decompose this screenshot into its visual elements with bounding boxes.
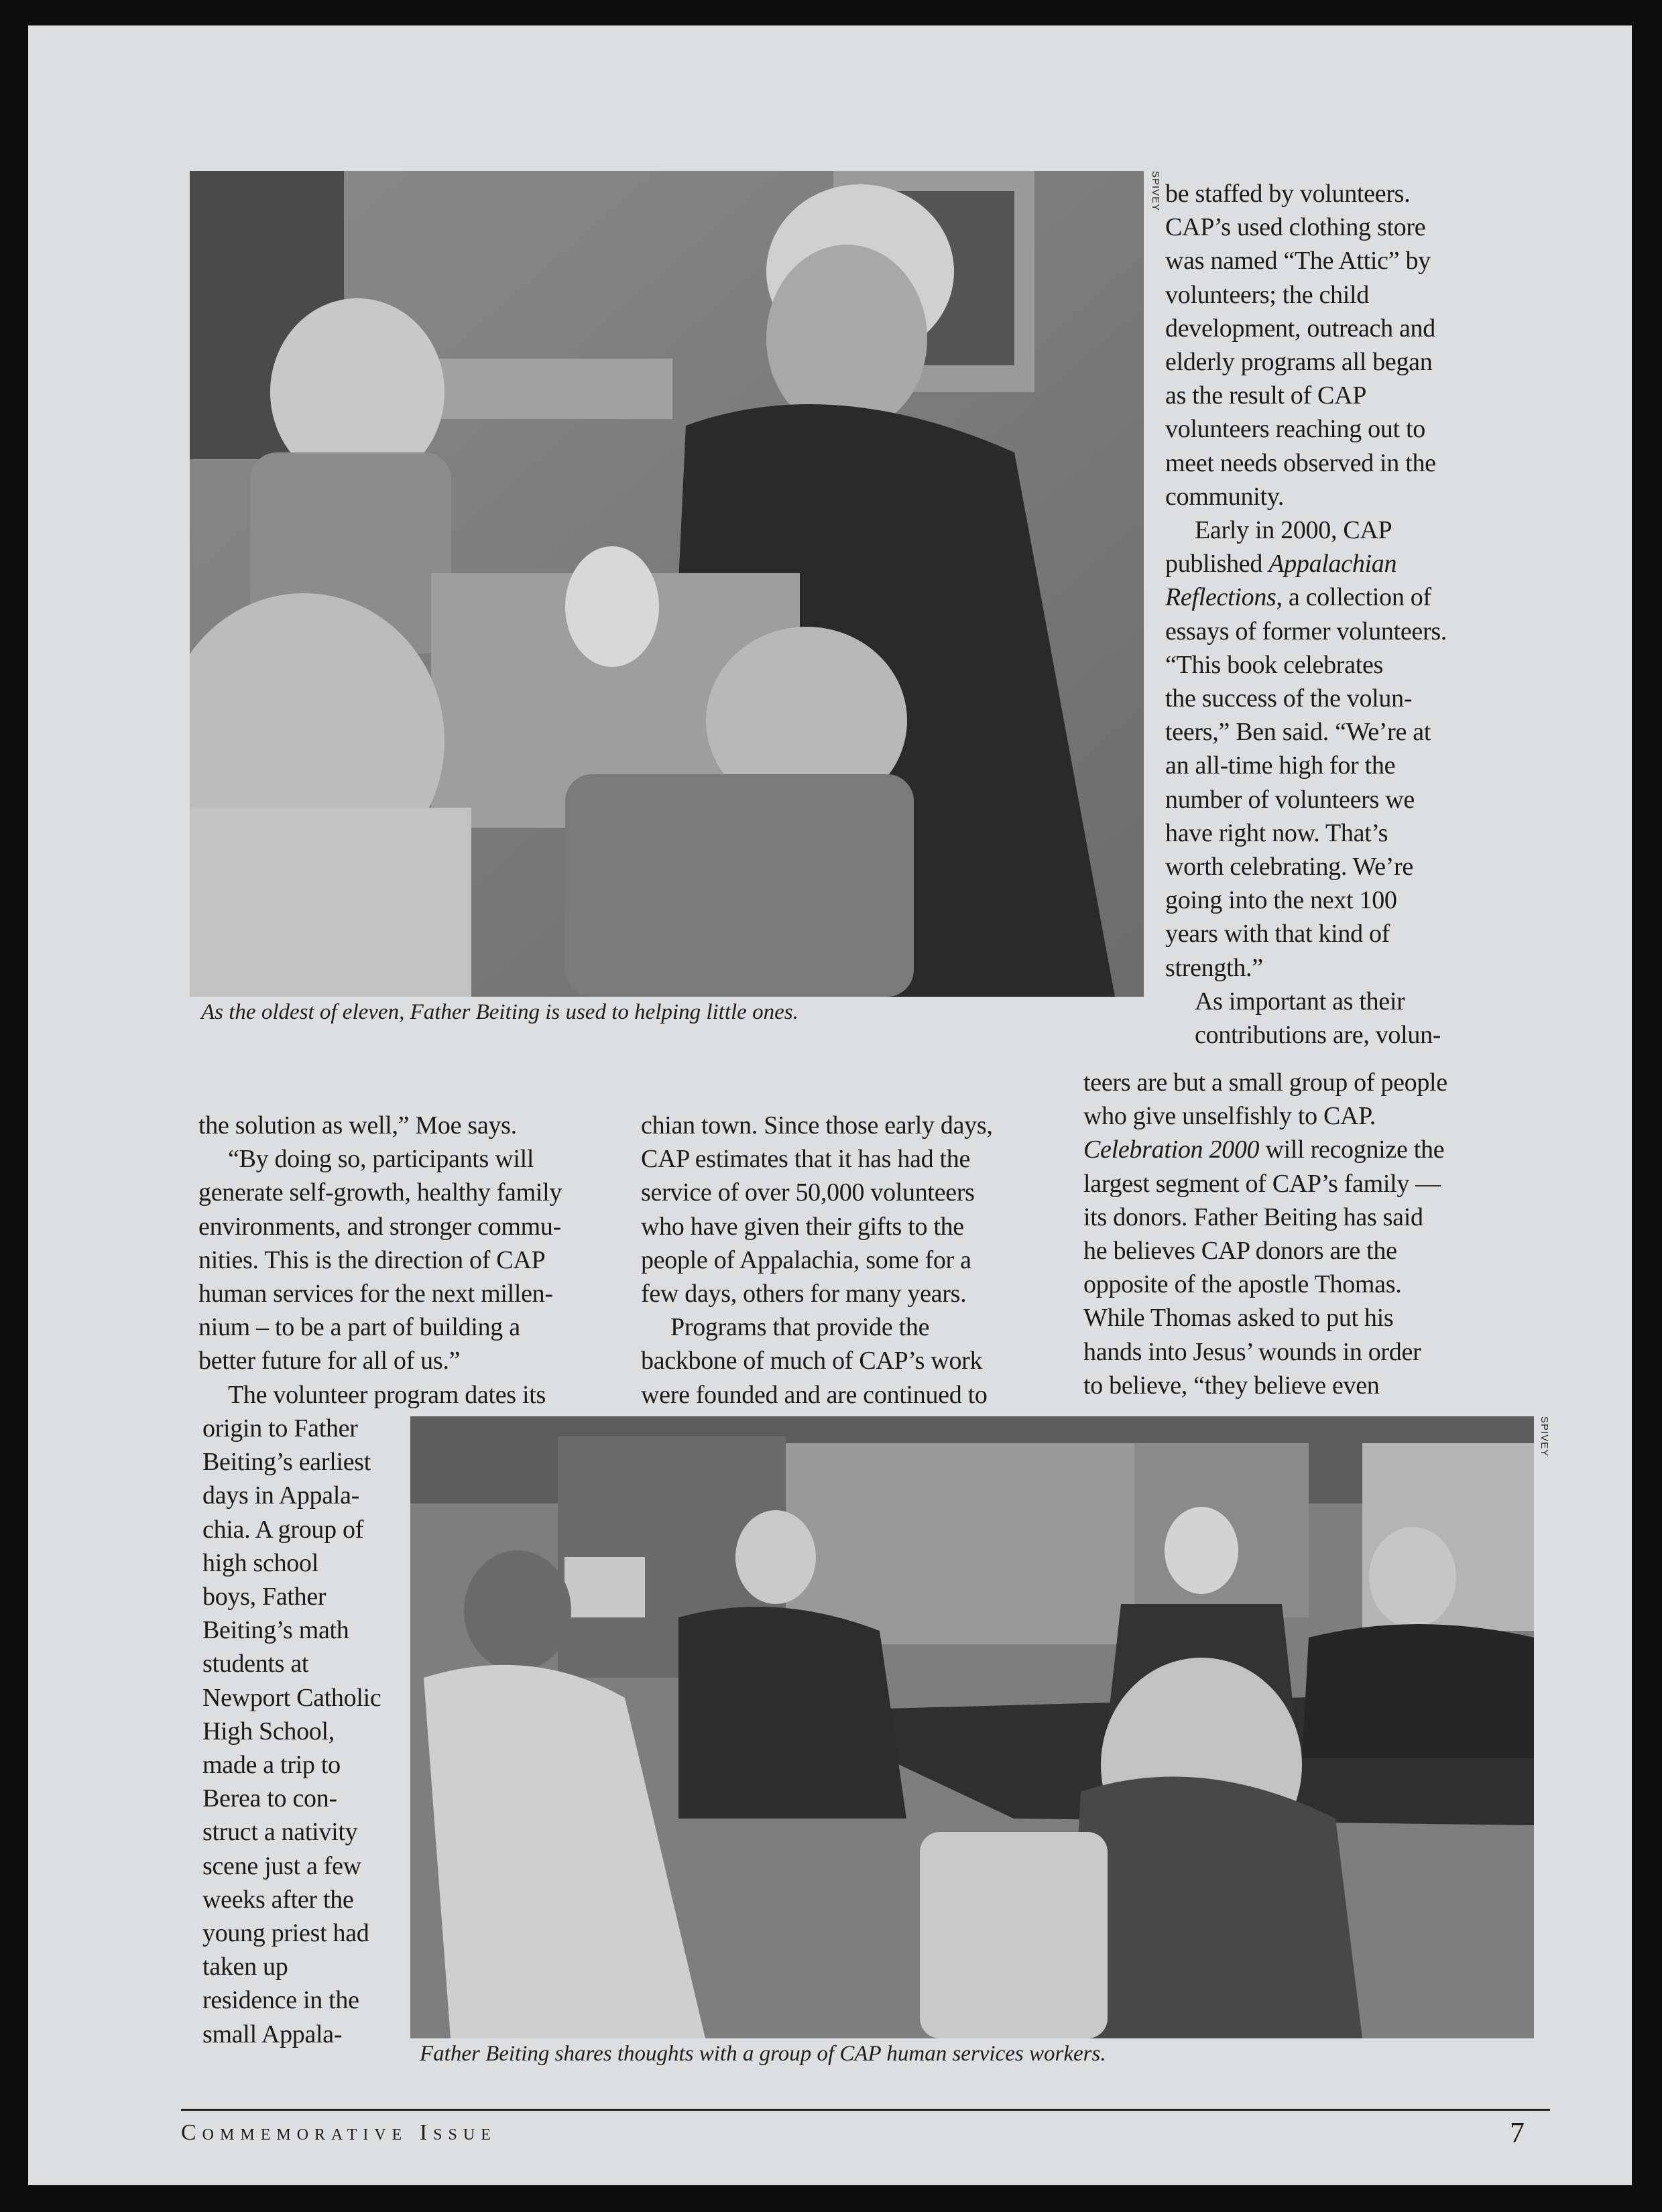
text-line: chia. A group of <box>202 1515 364 1544</box>
text-line <box>1083 1133 1593 1166</box>
text-line: strength.” <box>1165 953 1263 982</box>
text-line: who have given their gifts to the <box>641 1212 964 1241</box>
text-line: high school <box>202 1548 318 1577</box>
text-line: community. <box>1165 482 1285 511</box>
text-line: human services for the next millen- <box>198 1280 553 1308</box>
page-number: 7 <box>1510 2116 1525 2149</box>
book-title: Reflections <box>1165 583 1277 612</box>
text-line: meet needs observed in the <box>1165 448 1436 477</box>
text-line: weeks after the <box>202 1885 354 1914</box>
text-line <box>1165 547 1594 580</box>
text-line: backbone of much of CAP’s work <box>641 1347 983 1375</box>
text-line: nium – to be a part of building a <box>198 1313 520 1342</box>
text-line: teers are but a small group of people <box>1083 1068 1447 1097</box>
text-line: have right now. That’s <box>1165 818 1388 847</box>
text-line: volunteers; the child <box>1165 280 1369 309</box>
text-line: boys, Father <box>202 1583 327 1611</box>
photo-father-beiting-with-children <box>190 171 1144 997</box>
text-line: CAP estimates that it has had the <box>641 1145 971 1174</box>
magazine-page <box>28 25 1632 2185</box>
text-line: development, outreach and <box>1165 314 1435 343</box>
middle-column <box>641 1109 1083 1412</box>
right-column-top <box>1165 177 1594 1052</box>
text-line: Beiting’s earliest <box>202 1448 371 1477</box>
text-line: elderly programs all began <box>1165 348 1433 377</box>
text-line: struct a nativity <box>202 1818 358 1847</box>
event-title: Celebration 2000 <box>1083 1135 1260 1164</box>
text-line <box>1165 580 1594 614</box>
photo1-illustration <box>190 171 1144 997</box>
text-line: young priest had <box>202 1919 369 1948</box>
text-line: service of over 50,000 volunteers <box>641 1178 975 1207</box>
text-line: contributions are, volun- <box>1195 1021 1441 1050</box>
text-line: students at <box>202 1650 309 1678</box>
text-line: going into the next 100 <box>1165 886 1397 915</box>
text-line: Beiting’s math <box>202 1616 349 1645</box>
text-line: Berea to con- <box>202 1784 337 1813</box>
text-line: The volunteer program dates its <box>228 1380 546 1409</box>
text-line: worth celebrating. We’re <box>1165 853 1413 881</box>
text-line: be staffed by volunteers. <box>1165 180 1411 208</box>
photo2-credit: SPIVEY <box>1539 1416 1550 1457</box>
text-line: the success of the volun- <box>1165 684 1413 713</box>
text-line: As important as their <box>1195 987 1405 1016</box>
text-line: opposite of the apostle Thomas. <box>1083 1270 1402 1299</box>
text-line: who give unselfishly to CAP. <box>1083 1102 1376 1131</box>
text-line: people of Appalachia, some for a <box>641 1245 971 1274</box>
text-line: to believe, “they believe even <box>1083 1371 1380 1400</box>
text-line: its donors. Father Beiting has said <box>1083 1203 1423 1231</box>
text-line: years with that kind of <box>1165 920 1390 948</box>
text-line: number of volunteers we <box>1165 785 1415 814</box>
text-line: teers,” Ben said. “We’re at <box>1165 718 1431 747</box>
text-span: published <box>1165 550 1263 578</box>
text-line: largest segment of CAP’s family — <box>1083 1169 1441 1198</box>
text-line: Newport Catholic <box>202 1683 381 1712</box>
photo1-credit-label: SPIVEY <box>1150 171 1161 212</box>
text-line: hands into Jesus’ wounds in order <box>1083 1337 1421 1366</box>
text-line: he believes CAP donors are the <box>1083 1237 1397 1266</box>
text-line: was named “The Attic” by <box>1165 247 1431 275</box>
text-line: days in Appala- <box>202 1481 360 1510</box>
text-line: taken up <box>202 1953 288 1981</box>
text-line: an all-time high for the <box>1165 751 1396 780</box>
text-line: Programs that provide the <box>670 1313 930 1342</box>
photo1-caption: As the oldest of eleven, Father Beiting is used to helping little ones. <box>201 1000 798 1024</box>
book-title: Appalachian <box>1268 550 1397 578</box>
text-line: chian town. Since those early days, <box>641 1111 993 1140</box>
text-line: few days, others for many years. <box>641 1280 967 1308</box>
text-line: volunteers reaching out to <box>1165 415 1425 444</box>
text-line: made a trip to <box>202 1751 341 1780</box>
footer-rule <box>181 2109 1550 2111</box>
text-line: “By doing so, participants will <box>228 1145 534 1174</box>
text-line: better future for all of us.” <box>198 1347 461 1375</box>
photo-group-meeting <box>410 1416 1534 2038</box>
text-line: the solution as well,” Moe says. <box>198 1111 517 1140</box>
left-column <box>198 1109 641 1412</box>
text-line: essays of former volunteers. <box>1165 617 1447 646</box>
photo2-caption: Father Beiting shares thoughts with a group of CAP human services workers. <box>420 2042 1106 2066</box>
text-line: While Thomas asked to put his <box>1083 1304 1394 1333</box>
text-span: , a collection of <box>1276 583 1431 612</box>
text-line: were founded and are continued to <box>641 1380 988 1409</box>
text-line: scene just a few <box>202 1851 361 1880</box>
text-line: generate self-growth, healthy family <box>198 1178 562 1207</box>
text-line: Early in 2000, CAP <box>1195 516 1392 545</box>
text-line: environments, and stronger commu- <box>198 1212 561 1241</box>
text-line: origin to Father <box>202 1414 358 1442</box>
text-line: as the result of CAP <box>1165 381 1367 410</box>
text-line: “This book celebrates <box>1165 650 1384 679</box>
footer-publication-title: Commemorative Issue <box>181 2120 497 2145</box>
text-line: small Appala- <box>202 2020 343 2048</box>
photo2-illustration <box>410 1416 1534 2038</box>
text-span: will recognize the <box>1259 1135 1445 1164</box>
text-line: CAP’s used clothing store <box>1165 213 1426 242</box>
right-column-lower <box>1083 1066 1593 1402</box>
text-line: residence in the <box>202 1986 359 2015</box>
text-line: High School, <box>202 1717 335 1745</box>
narrow-column <box>202 1412 430 2051</box>
text-line: nities. This is the direction of CAP <box>198 1245 546 1274</box>
